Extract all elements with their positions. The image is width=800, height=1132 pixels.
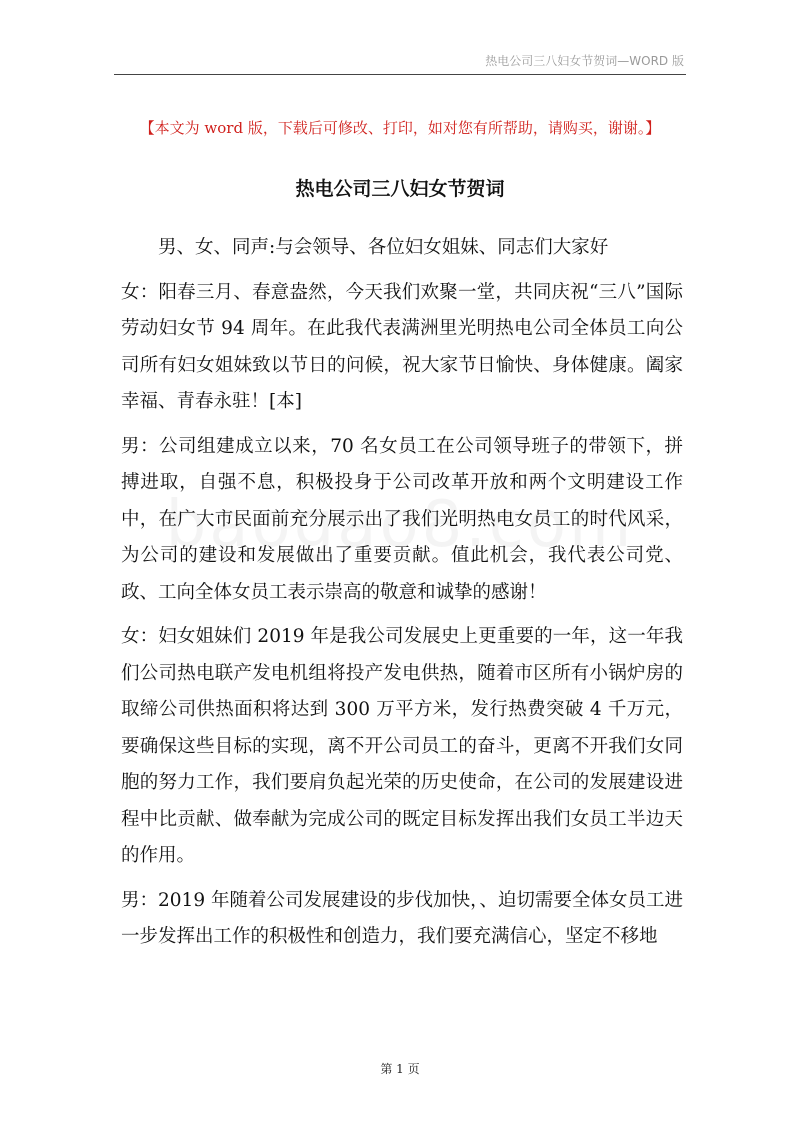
document-title: 热电公司三八妇女节贺词 [295,178,505,200]
page-number: 第 1 页 [380,1062,420,1076]
header-divider [114,74,686,75]
document-body [121,230,683,956]
body-paragraph: 女：妇女姐妹们 2019 年是我公司发展史上更重要的一年，这一年我们公司热电联产发电机组将投产发电供热，随着市区所有小锅炉房的取缔公司供热面积将达到 300 万平方米，发行热费突破 4 千万元，要确保这些目标的实现，离不开公司员工的奋斗，更离不开我们女同胞的努力工作，我们要肩负起光荣的历史使命，在公司的发展建设进程中比贡献、做奉献为完成公司的既定目标发挥出我们女员工半边天的作用。 [121,626,683,866]
greeting-paragraph: 男、女、同声:与会领导、各位妇女姐妹、同志们大家好 [158,237,609,258]
running-header: 热电公司三八妇女节贺词—WORD 版 [485,54,684,68]
body-paragraph: 男：2019 年随着公司发展建设的步伐加快，、迫切需要全体女员工进一步发挥出工作的积极性和创造力，我们要充满信心，坚定不移地 [121,889,683,947]
body-paragraph: 女：阳春三月、春意盎然，今天我们欢聚一堂，共同庆祝“三八”国际劳动妇女节 94 周年。在此我代表满洲里光明热电公司全体员工向公司所有妇女姐妹致以节日的问候，祝大家节日愉快、身体健康。阖家幸福、青春永驻！[本] [121,281,683,412]
download-notice: 【本文为 word 版，下载后可修改、打印，如对您有所帮助，请购买，谢谢。】 [139,119,661,137]
body-paragraph: 男：公司组建成立以来，70 名女员工在公司领导班子的带领下，拼搏进取，自强不息，积极投身于公司改革开放和两个文明建设工作中，在广大市民面前充分展示出了我们光明热电女员工的时代风采，为公司的建设和发展做出了重要贡献。值此机会，我代表公司党、政、工向全体女员工表示崇高的敬意和诚挚的感谢！ [121,435,683,603]
